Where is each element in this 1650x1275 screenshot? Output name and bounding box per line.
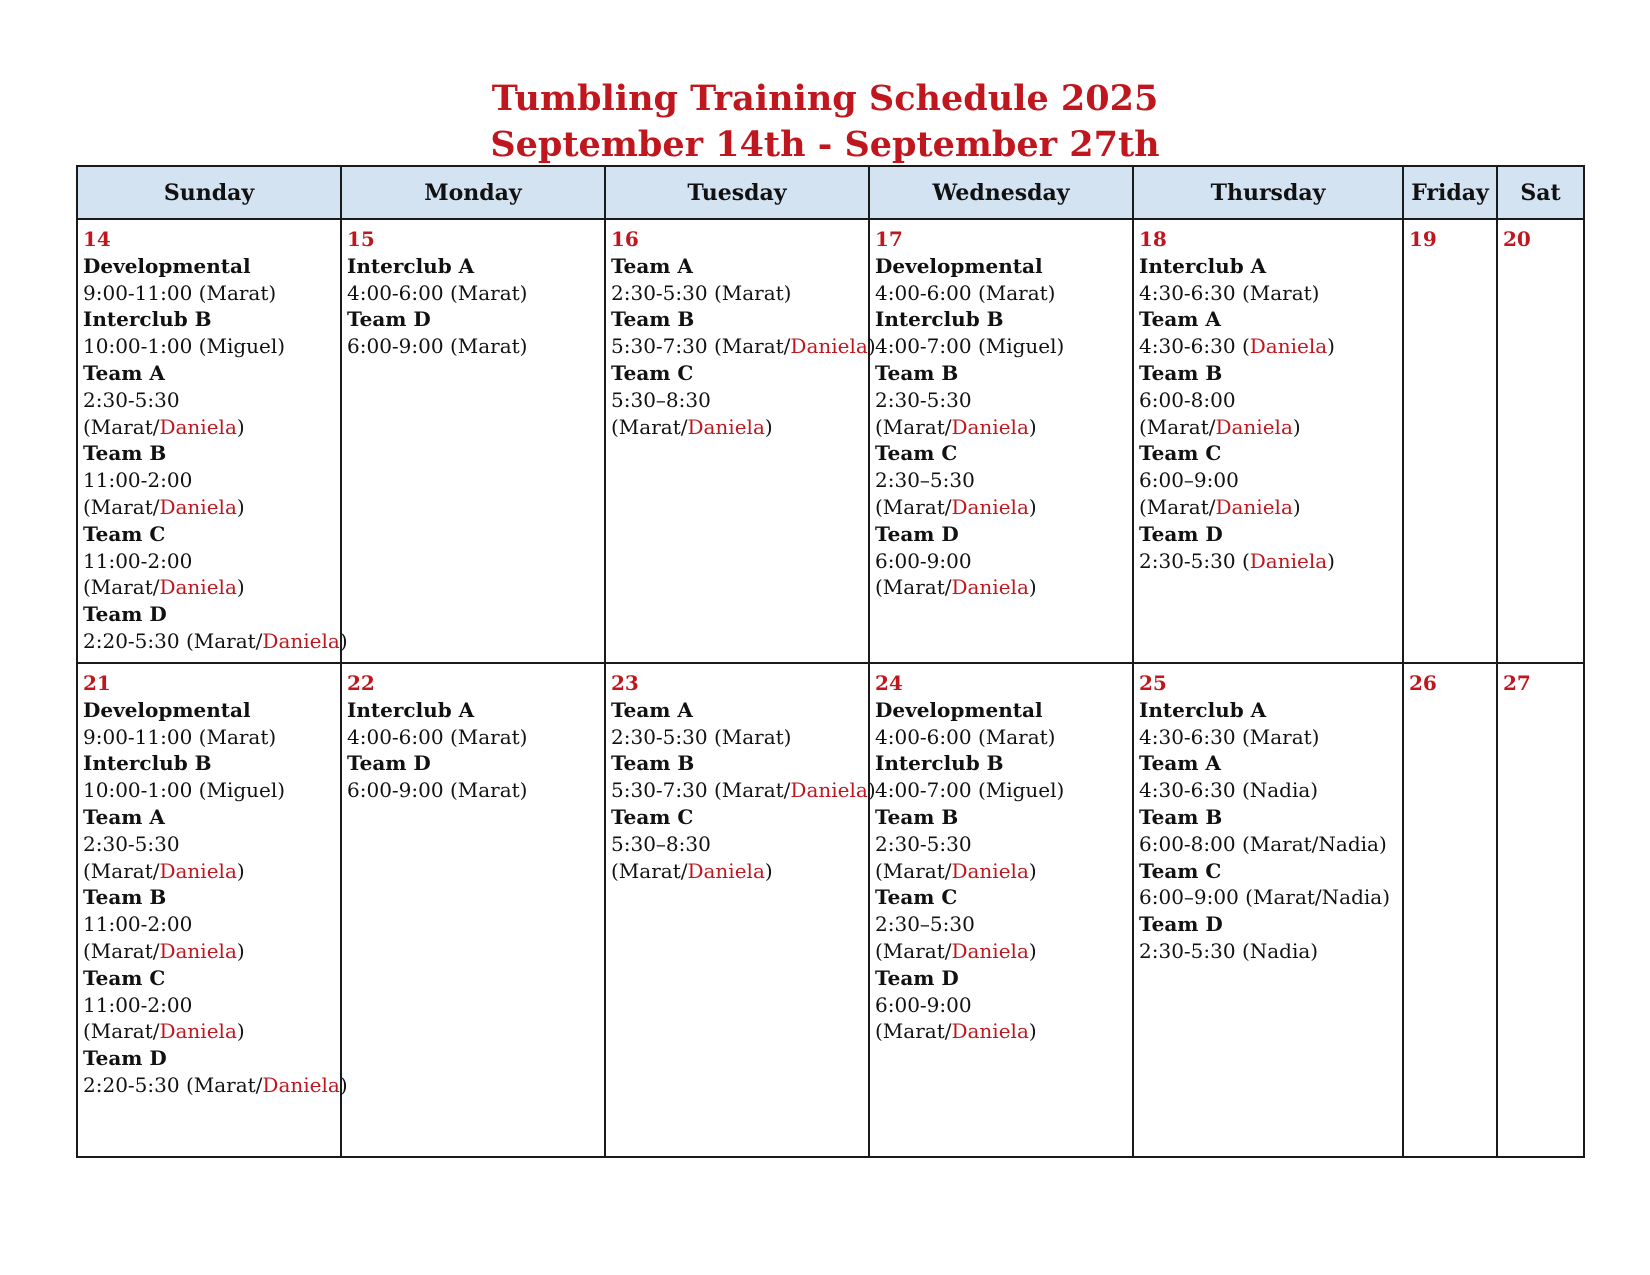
session-text: ) bbox=[1028, 858, 1037, 883]
session-text: (Marat/ bbox=[83, 414, 160, 439]
coach-name: Daniela bbox=[159, 938, 237, 963]
session-time-coach bbox=[83, 548, 335, 575]
session-text: 6:00–9:00 bbox=[1139, 468, 1239, 493]
session-group: Developmental bbox=[83, 697, 251, 722]
session-text: 5:30-7:30 (Marat/ bbox=[611, 334, 791, 359]
week-row bbox=[77, 663, 1584, 1157]
coach-name: Daniela bbox=[262, 628, 340, 653]
session-text: ) bbox=[1327, 548, 1335, 573]
coach-name: Daniela bbox=[687, 414, 765, 439]
session-time-coach bbox=[83, 1018, 335, 1045]
day-number: 25 bbox=[1139, 671, 1167, 695]
day-header-sunday: Sunday bbox=[77, 166, 341, 219]
session-time-coach bbox=[875, 777, 1127, 804]
day-number: 21 bbox=[83, 671, 111, 695]
session-time-coach bbox=[1139, 280, 1397, 307]
session-text: (Marat/ bbox=[83, 1019, 160, 1044]
session-text: 2:30-5:30 (Nadia) bbox=[1139, 938, 1319, 963]
session-text: 2:30-5:30 (Marat) bbox=[611, 724, 792, 749]
day-number: 20 bbox=[1503, 227, 1531, 251]
session-text: 2:30-5:30 (Marat) bbox=[611, 280, 792, 305]
day-number: 26 bbox=[1409, 671, 1437, 695]
session-group: Team A bbox=[83, 804, 165, 829]
session-text: ) bbox=[236, 938, 245, 963]
session-time-coach bbox=[875, 280, 1127, 307]
day-cell bbox=[605, 663, 876, 1157]
session-text: (Marat/ bbox=[875, 494, 952, 519]
session-time-coach bbox=[83, 858, 335, 885]
session-text: 6:00-9:00 bbox=[875, 548, 972, 573]
coach-name: Daniela bbox=[951, 938, 1029, 963]
session-time-coach bbox=[1139, 414, 1397, 441]
session-group: Interclub A bbox=[347, 697, 475, 722]
day-number: 17 bbox=[875, 227, 903, 251]
coach-name: Daniela bbox=[687, 858, 765, 883]
session-text: ) bbox=[1028, 938, 1037, 963]
session-time-coach bbox=[875, 858, 1127, 885]
session-text: 2:20-5:30 (Marat/ bbox=[83, 1072, 263, 1097]
session-group: Team B bbox=[875, 804, 959, 829]
coach-name: Daniela bbox=[159, 1019, 237, 1044]
session-time-coach bbox=[83, 574, 335, 601]
day-number: 23 bbox=[611, 671, 639, 695]
session-text: 4:30-6:30 (Marat) bbox=[1139, 724, 1320, 749]
session-time-coach bbox=[1139, 884, 1397, 911]
session-group: Team C bbox=[83, 965, 166, 990]
day-number: 14 bbox=[83, 227, 111, 251]
session-text: ) bbox=[339, 628, 348, 653]
session-text: ) bbox=[236, 858, 245, 883]
session-text: ) bbox=[236, 494, 245, 519]
session-text: 4:00-6:00 (Marat) bbox=[347, 280, 528, 305]
session-text: ) bbox=[236, 575, 245, 600]
session-group: Team C bbox=[611, 360, 694, 385]
session-text: ) bbox=[764, 414, 773, 439]
session-time-coach bbox=[83, 628, 348, 655]
day-cell bbox=[869, 663, 1133, 1157]
day-cell bbox=[1403, 663, 1497, 1157]
session-text: ) bbox=[1028, 494, 1037, 519]
day-cell bbox=[1133, 663, 1403, 1157]
session-group: Team D bbox=[347, 751, 431, 776]
day-cell bbox=[341, 219, 605, 663]
coach-name: Daniela bbox=[1215, 414, 1293, 439]
day-cell bbox=[869, 219, 1133, 663]
day-cell bbox=[77, 663, 348, 1157]
session-text: (Marat/ bbox=[83, 858, 160, 883]
coach-name: Daniela bbox=[1249, 548, 1328, 573]
session-text: 5:30–8:30 bbox=[611, 387, 711, 412]
session-group: Interclub A bbox=[1139, 697, 1267, 722]
title-line-2: September 14th - September 27th bbox=[490, 124, 1160, 165]
session-text: 4:30-6:30 ( bbox=[1139, 334, 1250, 359]
session-text: (Marat/ bbox=[611, 858, 688, 883]
session-time-coach bbox=[875, 911, 1127, 938]
coach-name: Daniela bbox=[951, 494, 1029, 519]
session-group: Interclub B bbox=[83, 307, 212, 332]
session-group: Team D bbox=[1139, 521, 1223, 546]
session-text: ) bbox=[339, 1072, 348, 1097]
session-text: 6:00-9:00 bbox=[875, 992, 972, 1017]
session-time-coach bbox=[611, 724, 863, 751]
session-time-coach bbox=[611, 280, 863, 307]
session-time-coach bbox=[83, 467, 335, 494]
session-text: 2:20-5:30 (Marat/ bbox=[83, 628, 263, 653]
session-group: Team A bbox=[83, 360, 165, 385]
session-time-coach bbox=[83, 414, 335, 441]
session-group: Team D bbox=[83, 602, 167, 627]
session-text: 2:30-5:30 bbox=[83, 387, 180, 412]
coach-name: Daniela bbox=[159, 494, 237, 519]
session-text: 11:00-2:00 bbox=[83, 548, 193, 573]
session-group: Developmental bbox=[875, 253, 1043, 278]
session-time-coach bbox=[875, 831, 1127, 858]
session-time-coach bbox=[875, 333, 1127, 360]
session-text: (Marat/ bbox=[83, 938, 160, 963]
day-cell bbox=[1133, 219, 1403, 663]
session-text: ) bbox=[1028, 1019, 1037, 1044]
session-text: 4:00-6:00 (Marat) bbox=[875, 724, 1056, 749]
session-time-coach bbox=[1139, 831, 1397, 858]
session-text: 2:30-5:30 bbox=[83, 831, 180, 856]
session-time-coach bbox=[347, 280, 599, 307]
session-time-coach bbox=[83, 494, 335, 521]
session-time-coach bbox=[83, 387, 335, 414]
session-text: ) bbox=[1028, 414, 1037, 439]
coach-name: Daniela bbox=[159, 575, 237, 600]
session-time-coach bbox=[875, 494, 1127, 521]
session-text: 4:00-7:00 (Miguel) bbox=[875, 334, 1065, 359]
session-text: 2:30-5:30 ( bbox=[1139, 548, 1250, 573]
session-group: Team B bbox=[83, 441, 167, 466]
session-time-coach bbox=[1139, 938, 1397, 965]
session-group: Interclub B bbox=[875, 751, 1004, 776]
session-text: (Marat/ bbox=[83, 494, 160, 519]
session-text: (Marat/ bbox=[1139, 494, 1216, 519]
title-line-1: Tumbling Training Schedule 2025 bbox=[491, 78, 1159, 119]
session-group: Developmental bbox=[875, 697, 1043, 722]
session-text: ) bbox=[867, 334, 876, 359]
session-group: Team B bbox=[1139, 360, 1223, 385]
day-cell bbox=[1497, 663, 1584, 1157]
session-group: Team B bbox=[875, 360, 959, 385]
session-text: (Marat/ bbox=[875, 575, 952, 600]
session-time-coach bbox=[875, 724, 1127, 751]
session-text: 6:00–9:00 (Marat/Nadia) bbox=[1139, 885, 1390, 910]
coach-name: Daniela bbox=[1249, 334, 1328, 359]
session-time-coach bbox=[875, 938, 1127, 965]
coach-name: Daniela bbox=[951, 575, 1029, 600]
session-time-coach bbox=[1139, 467, 1397, 494]
session-text: ) bbox=[764, 858, 773, 883]
session-group: Interclub B bbox=[83, 751, 212, 776]
session-text: 2:30–5:30 bbox=[875, 912, 975, 937]
session-time-coach bbox=[875, 1018, 1127, 1045]
session-group: Interclub A bbox=[1139, 253, 1267, 278]
day-cell bbox=[341, 663, 605, 1157]
session-time-coach bbox=[611, 414, 863, 441]
session-text: 6:00-9:00 (Marat) bbox=[347, 778, 528, 803]
day-header-monday: Monday bbox=[341, 166, 605, 219]
session-time-coach bbox=[875, 548, 1127, 575]
session-group: Team A bbox=[611, 253, 693, 278]
coach-name: Daniela bbox=[1215, 494, 1293, 519]
session-time-coach bbox=[875, 467, 1127, 494]
session-time-coach bbox=[83, 992, 335, 1019]
session-time-coach bbox=[83, 777, 335, 804]
coach-name: Daniela bbox=[951, 858, 1029, 883]
session-group: Team B bbox=[611, 307, 695, 332]
session-text: ) bbox=[236, 414, 245, 439]
day-cell bbox=[605, 219, 876, 663]
session-group: Team C bbox=[875, 441, 958, 466]
session-text: 6:00-8:00 bbox=[1139, 387, 1236, 412]
day-cell bbox=[1497, 219, 1584, 663]
session-time-coach bbox=[347, 333, 599, 360]
session-group: Team D bbox=[83, 1046, 167, 1071]
session-text: (Marat/ bbox=[875, 938, 952, 963]
day-header-saturday: Sat bbox=[1497, 166, 1584, 219]
session-group: Team B bbox=[83, 885, 167, 910]
session-group: Developmental bbox=[83, 253, 251, 278]
session-group: Team C bbox=[611, 804, 694, 829]
session-text: (Marat/ bbox=[1139, 414, 1216, 439]
session-time-coach bbox=[875, 992, 1127, 1019]
session-text: 10:00-1:00 (Miguel) bbox=[83, 334, 286, 359]
session-text: 4:00-7:00 (Miguel) bbox=[875, 778, 1065, 803]
session-group: Team A bbox=[611, 697, 693, 722]
session-group: Team D bbox=[347, 307, 431, 332]
session-time-coach bbox=[611, 333, 876, 360]
day-cell bbox=[77, 219, 348, 663]
session-text: 2:30–5:30 bbox=[875, 468, 975, 493]
session-text: 4:30-6:30 (Marat) bbox=[1139, 280, 1320, 305]
session-text: (Marat/ bbox=[875, 858, 952, 883]
coach-name: Daniela bbox=[262, 1072, 340, 1097]
session-time-coach bbox=[83, 831, 335, 858]
session-text: ) bbox=[1292, 494, 1301, 519]
session-text: 10:00-1:00 (Miguel) bbox=[83, 778, 286, 803]
day-header-wednesday: Wednesday bbox=[869, 166, 1133, 219]
session-time-coach bbox=[611, 858, 863, 885]
session-group: Interclub A bbox=[347, 253, 475, 278]
session-text: 6:00-8:00 (Marat/Nadia) bbox=[1139, 831, 1387, 856]
day-header-tuesday: Tuesday bbox=[605, 166, 869, 219]
session-text: 2:30-5:30 bbox=[875, 387, 972, 412]
session-time-coach bbox=[83, 911, 335, 938]
session-group: Team B bbox=[1139, 804, 1223, 829]
session-text: 6:00-9:00 (Marat) bbox=[347, 334, 528, 359]
session-time-coach bbox=[83, 333, 335, 360]
schedule-title bbox=[0, 76, 1650, 168]
session-time-coach bbox=[347, 724, 599, 751]
session-group: Team A bbox=[1139, 751, 1221, 776]
session-time-coach bbox=[347, 777, 599, 804]
session-text: 9:00-11:00 (Marat) bbox=[83, 280, 277, 305]
day-number: 24 bbox=[875, 671, 903, 695]
day-number: 18 bbox=[1139, 227, 1167, 251]
session-group: Team A bbox=[1139, 307, 1221, 332]
session-text: ) bbox=[1327, 334, 1335, 359]
day-cell bbox=[1403, 219, 1497, 663]
session-group: Team D bbox=[875, 965, 959, 990]
day-number: 27 bbox=[1503, 671, 1531, 695]
session-text: 9:00-11:00 (Marat) bbox=[83, 724, 277, 749]
coach-name: Daniela bbox=[951, 414, 1029, 439]
session-time-coach bbox=[1139, 494, 1397, 521]
week-row bbox=[77, 219, 1584, 663]
day-header-friday: Friday bbox=[1403, 166, 1497, 219]
session-text: 4:00-6:00 (Marat) bbox=[347, 724, 528, 749]
session-time-coach bbox=[611, 831, 863, 858]
session-text: 4:00-6:00 (Marat) bbox=[875, 280, 1056, 305]
coach-name: Daniela bbox=[790, 778, 868, 803]
session-text: 5:30–8:30 bbox=[611, 831, 711, 856]
session-time-coach bbox=[1139, 548, 1397, 575]
day-number: 16 bbox=[611, 227, 639, 251]
coach-name: Daniela bbox=[951, 1019, 1029, 1044]
session-group: Team C bbox=[1139, 858, 1222, 883]
session-group: Team C bbox=[875, 885, 958, 910]
session-time-coach bbox=[1139, 333, 1397, 360]
session-text: 5:30-7:30 (Marat/ bbox=[611, 778, 791, 803]
session-text: ) bbox=[1028, 575, 1037, 600]
session-text: 11:00-2:00 bbox=[83, 992, 193, 1017]
session-group: Team D bbox=[1139, 912, 1223, 937]
session-text: ) bbox=[867, 778, 876, 803]
coach-name: Daniela bbox=[159, 414, 237, 439]
session-text: (Marat/ bbox=[83, 575, 160, 600]
session-time-coach bbox=[611, 777, 876, 804]
session-time-coach bbox=[83, 280, 335, 307]
session-text: (Marat/ bbox=[611, 414, 688, 439]
day-number: 22 bbox=[347, 671, 375, 695]
session-time-coach bbox=[1139, 777, 1397, 804]
session-text: 4:30-6:30 (Nadia) bbox=[1139, 778, 1319, 803]
day-header-thursday: Thursday bbox=[1133, 166, 1403, 219]
session-text: 11:00-2:00 bbox=[83, 912, 193, 937]
session-text: (Marat/ bbox=[875, 414, 952, 439]
session-text: ) bbox=[1292, 414, 1301, 439]
session-time-coach bbox=[611, 387, 863, 414]
session-text: ) bbox=[236, 1019, 245, 1044]
session-time-coach bbox=[875, 387, 1127, 414]
day-header-row bbox=[77, 166, 1584, 219]
session-time-coach bbox=[83, 938, 335, 965]
schedule-table bbox=[76, 165, 1585, 1158]
session-group: Team D bbox=[875, 521, 959, 546]
session-time-coach bbox=[83, 1072, 348, 1099]
session-time-coach bbox=[1139, 724, 1397, 751]
day-number: 15 bbox=[347, 227, 375, 251]
session-time-coach bbox=[1139, 387, 1397, 414]
session-text: (Marat/ bbox=[875, 1019, 952, 1044]
session-group: Team C bbox=[1139, 441, 1222, 466]
session-group: Team C bbox=[83, 521, 166, 546]
session-time-coach bbox=[875, 574, 1127, 601]
coach-name: Daniela bbox=[159, 858, 237, 883]
session-text: 11:00-2:00 bbox=[83, 468, 193, 493]
day-number: 19 bbox=[1409, 227, 1437, 251]
coach-name: Daniela bbox=[790, 334, 868, 359]
session-group: Team B bbox=[611, 751, 695, 776]
session-time-coach bbox=[83, 724, 335, 751]
session-time-coach bbox=[875, 414, 1127, 441]
session-text: 2:30-5:30 bbox=[875, 831, 972, 856]
session-group: Interclub B bbox=[875, 307, 1004, 332]
